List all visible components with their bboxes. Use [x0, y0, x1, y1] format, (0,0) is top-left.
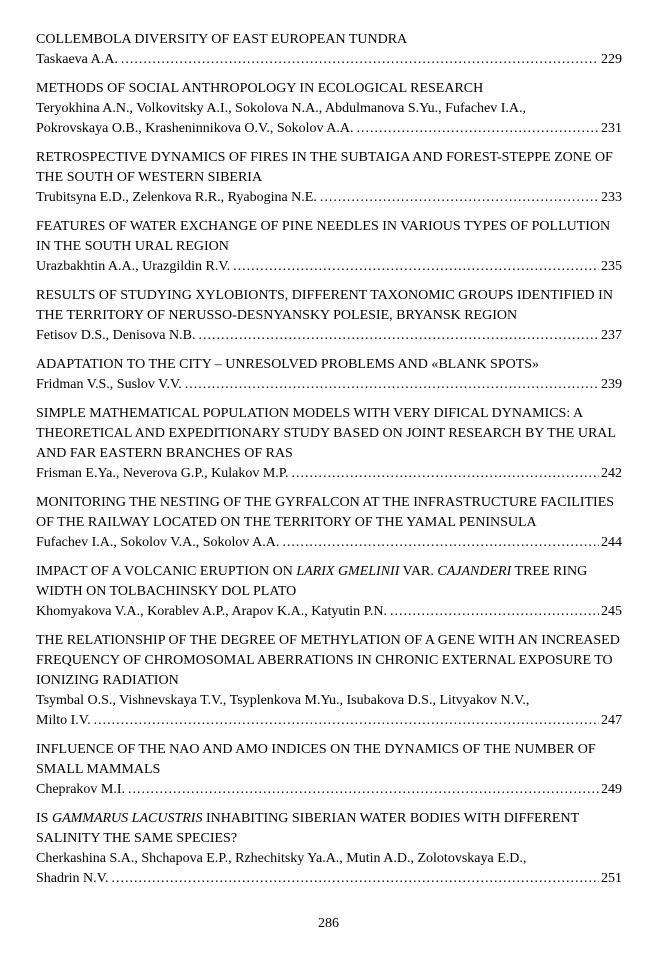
entry-title: [36, 355, 622, 375]
entry-title-segment: ADAPTATION TO THE CITY – UNRESOLVED PROBLEMS AND «BLANK SPOTS»: [36, 357, 540, 372]
entry-title: [36, 148, 622, 188]
entry-authors-line: [36, 99, 622, 119]
entry-authors: Fridman V.S., Suslov V.V.: [36, 377, 182, 392]
entry-authors: Taskaeva A.A.: [36, 52, 118, 67]
toc-entry: [36, 740, 622, 800]
entry-title: [36, 562, 622, 602]
entry-title-segment: VAR.: [399, 564, 438, 579]
entry-authors: Shadrin N.V.: [36, 871, 109, 886]
entry-page-number: 245: [601, 604, 622, 619]
entry-authors: Teryokhina A.N., Volkovitsky A.I., Sokolova N.A., Abdulmanova S.Yu., Fufachev I.A.,: [36, 101, 527, 116]
dot-leader: [390, 602, 599, 622]
entry-title-italic-segment: LARIX GMELINII: [296, 564, 400, 579]
toc-entry: [36, 562, 622, 622]
toc-entry: [36, 355, 622, 395]
entry-title: [36, 809, 622, 849]
toc-entry: [36, 148, 622, 208]
toc-entry: [36, 286, 622, 346]
toc-entry-list: [36, 30, 622, 889]
entry-title-segment: RETROSPECTIVE DYNAMICS OF FIRES IN THE SUBTAIGA AND FOREST-STEPPE ZONE OF THE SOUTH OF WESTERN SIBERIA: [36, 150, 613, 185]
entry-title-segment: INHABITING SIBERIAN WATER BODIES WITH DIFFERENT SALINITY THE SAME SPECIES?: [36, 811, 579, 846]
dot-leader: [185, 375, 599, 395]
entry-authors-line: [36, 869, 622, 889]
entry-title: [36, 631, 622, 691]
toc-entry: [36, 404, 622, 484]
entry-title-segment: FEATURES OF WATER EXCHANGE OF PINE NEEDLES IN VARIOUS TYPES OF POLLUTION IN THE SOUTH URAL REGION: [36, 219, 611, 254]
entry-authors-line: [36, 602, 622, 622]
entry-authors: Pokrovskaya O.B., Krasheninnikova O.V., Sokolov A.A.: [36, 121, 354, 136]
entry-page-number: 229: [601, 52, 622, 67]
entry-authors: Cherkashina S.A., Shchapova E.P., Rzhechitsky Ya.A., Mutin A.D., Zolotovskaya E.D.,: [36, 851, 527, 866]
entry-page-number: 233: [601, 190, 622, 205]
entry-title: [36, 404, 622, 464]
entry-authors-line: [36, 257, 622, 277]
entry-authors: Fufachev I.A., Sokolov V.A., Sokolov A.A.: [36, 535, 280, 550]
toc-entry: [36, 809, 622, 889]
dot-leader: [233, 257, 599, 277]
entry-title-segment: SIMPLE MATHEMATICAL POPULATION MODELS WITH VERY DIFICAL DYNAMICS: A THEORETICAL AND EXPEDITIONARY STUDY BASED ON JOINT RESEARCH BY THE URAL AND FAR EASTERN BRANCHES OF RAS: [36, 406, 616, 461]
entry-title-segment: TREE RING WIDTH ON TOLBACHINSKY DOL PLATO: [36, 564, 588, 599]
entry-title-segment: RESULTS OF STUDYING XYLOBIONTS, DIFFERENT TAXONOMIC GROUPS IDENTIFIED IN THE TERRITORY OF NERUSSO-DESNYANSKY POLESIE, BRYANSK REGION: [36, 288, 613, 323]
entry-authors: Fetisov D.S., Denisova N.B.: [36, 328, 196, 343]
entry-page-number: 237: [601, 328, 622, 343]
entry-authors: Tsymbal O.S., Vishnevskaya T.V., Tsyplenkova M.Yu., Isubakova D.S., Litvyakov N.V.,: [36, 693, 530, 708]
entry-authors-line: [36, 50, 622, 70]
toc-entry: [36, 79, 622, 139]
dot-leader: [282, 533, 599, 553]
entry-authors-line: [36, 326, 622, 346]
entry-title-segment: IMPACT OF A VOLCANIC ERUPTION ON: [36, 564, 297, 579]
dot-leader: [121, 50, 599, 70]
entry-page-number: 249: [601, 782, 622, 797]
entry-authors-line: [36, 188, 622, 208]
entry-page-number: 244: [601, 535, 622, 550]
entry-title-segment: IS: [36, 811, 52, 826]
toc-entry: [36, 217, 622, 277]
entry-authors: Khomyakova V.A., Korablev A.P., Arapov K.A., Katyutin P.N.: [36, 604, 388, 619]
page-footer: [0, 914, 657, 934]
entry-title-segment: INFLUENCE OF THE NAO AND AMO INDICES ON THE DYNAMICS OF THE NUMBER OF SMALL MAMMALS: [36, 742, 596, 777]
dot-leader: [198, 326, 599, 346]
entry-title: [36, 740, 622, 780]
entry-title: [36, 79, 622, 99]
entry-authors: Frisman E.Ya., Neverova G.P., Kulakov M.P.: [36, 466, 289, 481]
entry-title: [36, 286, 622, 326]
entry-page-number: 247: [601, 713, 622, 728]
entry-authors-line: [36, 711, 622, 731]
entry-authors-line: [36, 533, 622, 553]
dot-leader: [356, 119, 599, 139]
entry-title-segment: METHODS OF SOCIAL ANTHROPOLOGY IN ECOLOGICAL RESEARCH: [36, 81, 484, 96]
entry-title: [36, 493, 622, 533]
entry-authors-line: [36, 780, 622, 800]
entry-page-number: 239: [601, 377, 622, 392]
entry-title-italic-segment: CAJANDERI: [437, 564, 512, 579]
dot-leader: [320, 188, 599, 208]
entry-page-number: 231: [601, 121, 622, 136]
entry-page-number: 242: [601, 466, 622, 481]
entry-title-segment: MONITORING THE NESTING OF THE GYRFALCON AT THE INFRASTRUCTURE FACILITIES OF THE RAILWAY LOCATED ON THE TERRITORY OF THE YAMAL PENINSULA: [36, 495, 615, 530]
entry-authors-line: [36, 119, 622, 139]
entry-title: [36, 217, 622, 257]
entry-title-segment: THE RELATIONSHIP OF THE DEGREE OF METHYLATION OF A GENE WITH AN INCREASED FREQUENCY OF CHROMOSOMAL ABERRATIONS IN CHRONIC EXTERNAL EXPOSURE TO IONIZING RADIATION: [36, 633, 620, 688]
entry-authors: Urazbakhtin A.A., Urazgildin R.V.: [36, 259, 231, 274]
entry-authors: Trubitsyna E.D., Zelenkova R.R., Ryabogina N.E.: [36, 190, 317, 205]
entry-title: [36, 30, 622, 50]
entry-title-segment: COLLEMBOLA DIVERSITY OF EAST EUROPEAN TUNDRA: [36, 32, 408, 47]
dot-leader: [292, 464, 599, 484]
dot-leader: [128, 780, 599, 800]
toc-entry: [36, 631, 622, 731]
toc-entry: [36, 493, 622, 553]
entry-authors-line: [36, 464, 622, 484]
entry-authors-line: [36, 691, 622, 711]
entry-authors: Cheprakov M.I.: [36, 782, 126, 797]
entry-page-number: 251: [601, 871, 622, 886]
dot-leader: [94, 711, 599, 731]
toc-entry: [36, 30, 622, 70]
entry-page-number: 235: [601, 259, 622, 274]
entry-authors-line: [36, 849, 622, 869]
dot-leader: [111, 869, 599, 889]
footer-page-number: 286: [318, 916, 339, 931]
entry-authors: Milto I.V.: [36, 713, 91, 728]
entry-title-italic-segment: GAMMARUS LACUSTRIS: [51, 811, 203, 826]
entry-authors-line: [36, 375, 622, 395]
